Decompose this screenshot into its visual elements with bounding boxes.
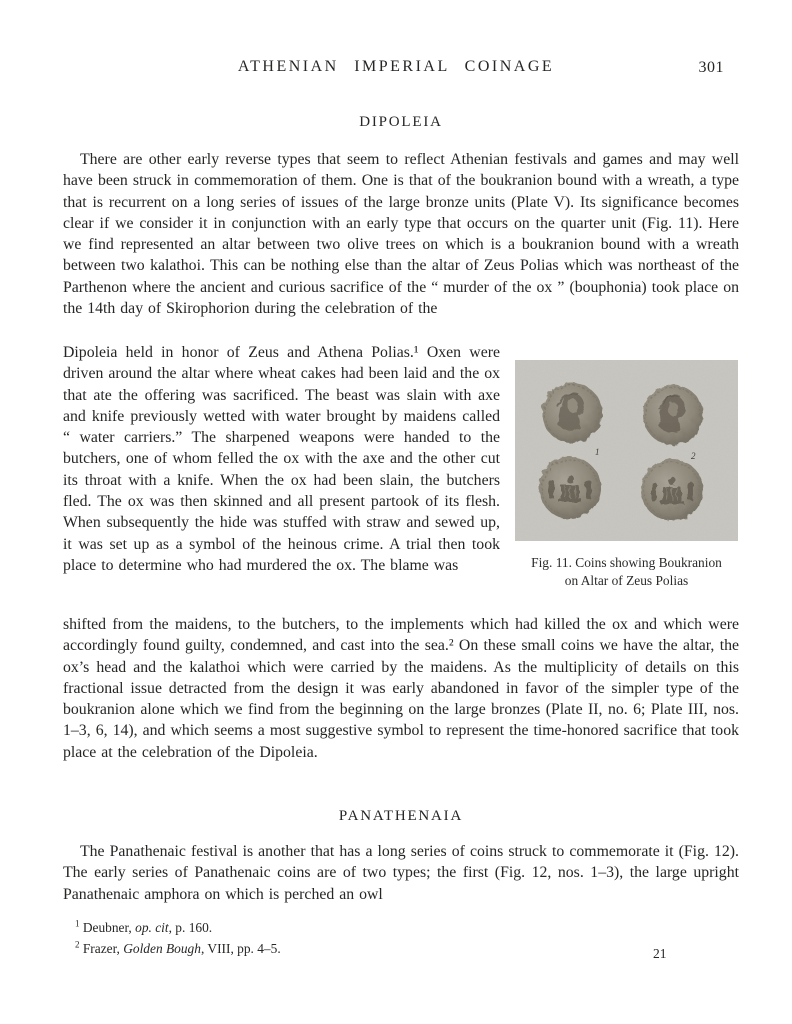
footnote-2-text-italic: Golden Bough (123, 940, 201, 956)
figure-caption-line2: on Altar of Zeus Polias (564, 572, 689, 588)
footnote-2-text-pre: Frazer, (82, 940, 124, 956)
footnote-2-marker: 2 (75, 939, 80, 950)
coin-label-2: 2 (691, 451, 696, 461)
running-header-row (0, 58, 792, 80)
coin-photo (515, 360, 738, 541)
panathenaia-paragraph: The Panathenaic festival is another that has a long series of coins struck to commemorate it (Fig. 12). The early series of Panathenaic coins are of two types; the first (Fig. 12, nos. 1–3), the large upright Panathenaic amphora on which is perched an owl (63, 843, 739, 903)
footnote-1 (63, 918, 663, 939)
footnote-1-text-post: , p. 160. (168, 920, 213, 935)
footnote-2-text-post: , VIII, pp. 4–5. (200, 940, 281, 956)
footnote-1-text-pre: Deubner, (82, 920, 136, 935)
figure-11-coins (515, 360, 738, 589)
section-heading-panathenaia: PANATHENAIA (338, 808, 464, 824)
footnotes (63, 918, 663, 959)
dipoleia-paragraph-part1: There are other early reverse types that seem to reflect Athenian festivals and games and may well have been struck in commemoration of them. One is that of the boukranion bound with a wreath, a type that is recurrent on a long series of issues of the large bronze units (Plate V). Its significance becomes clear if we consider it in conjunction with an early type that occurs on the quarter unit (Fig. 11). Here we find represented an altar between two olive trees on which is a boukranion bound with a wreath between two kalathoi. This can be nothing else than the altar of Zeus Polias which was northeast of the Parthenon where the ancient and curious sacrifice of the “ murder of the ox ” (bouphonia) took place on the 14th day of Skirophorion during the celebration of the (63, 151, 739, 318)
figure-caption (515, 554, 738, 589)
dipoleia-paragraph-part3: shifted from the maidens, to the butchers, to the implements which had killed the ox and which were accordingly found guilty, condemned, and cast into the sea.² On these small coins we have the altar, the ox’s head and the kalathoi which were carried by the maidens. As the multiplicity of details on this fractional issue detracted from the design it was early abandoned in favor of the simpler type of the boukranion alone which we find from the beginning on the large bronzes (Plate II, no. 6; Plate III, nos. 1–3, 6, 14), and which seems a most suggestive symbol to represent the time-honored sacrifice that took place at the celebration of the Dipoleia. (63, 616, 739, 761)
page-number-bottom: 21 (653, 946, 667, 961)
figure-caption-line1: Fig. 11. Coins showing Boukranion (531, 555, 722, 570)
photo-grain-overlay (515, 360, 738, 541)
footnote-1-marker: 1 (75, 918, 80, 929)
footnote-2 (63, 939, 663, 960)
page-number-top: 301 (698, 59, 724, 76)
section-heading-dipoleia: DIPOLEIA (359, 114, 443, 130)
dipoleia-paragraph-part2-beside-figure: Dipoleia held in honor of Zeus and Athena Polias.¹ Oxen were driven around the altar where wheat cakes had been laid and the ox that ate the offering was sacrificed. The beast was slain with axe and knife previously wetted with water brought by maidens called “ water carriers.” The sharpened weapons were handed to the butchers, one of whom felled the ox with the axe and the other cut its throat with a knife. When the ox had been slain, the butchers fled. The ox was then skinned and all present partook of its flesh. When subsequently the hide was stuffed with straw and sewed up, it was set up as a symbol of the heinous crime. A trial then took place to determine who had murdered the ox. The blame was (63, 344, 500, 574)
footnote-1-text-italic: op. cit (135, 920, 169, 935)
coin-label-1: 1 (595, 447, 600, 457)
running-header-title: ATHENIAN IMPERIAL COINAGE (237, 58, 555, 75)
